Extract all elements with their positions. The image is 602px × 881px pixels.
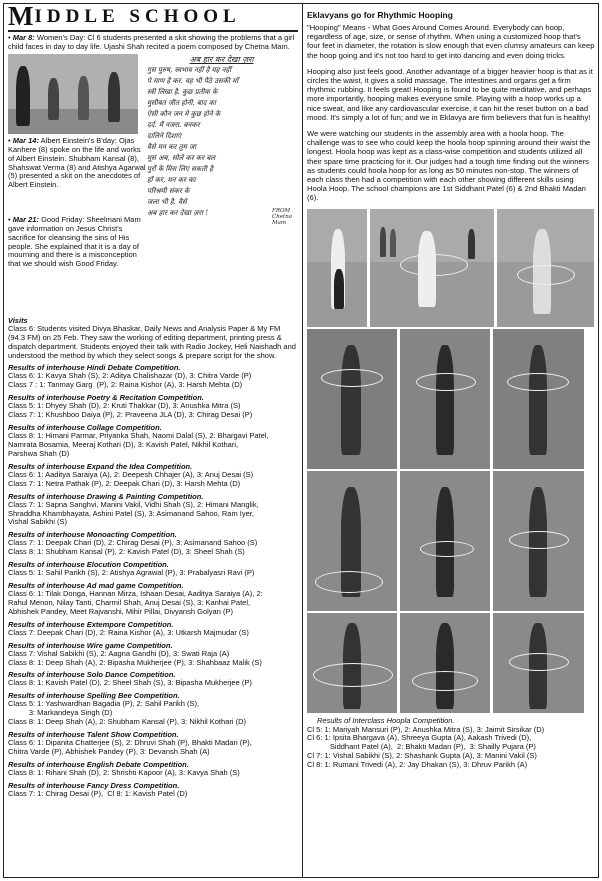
poem-line: वैसे मन कर तुम जा: [147, 142, 197, 151]
result-heading: Results of interhouse Spelling Bee Competition.: [8, 691, 180, 701]
poem-line: जला भी है. वैसे: [147, 197, 187, 206]
result-line: Shraddha Khambhayata, Ashini Patel (S), 3: Asimanand Sahoo, Ram Iyer,: [8, 508, 254, 518]
result-line: Class 7: 1: Chirag Desai (P), Cl 8: 1: Kavish Patel (D): [8, 788, 188, 798]
article-paragraph: Hooping also just feels good. Another advantage of a bigger heavier hoop is that as it circles the waist, it gives a solid massage. The intestines and organs get a firm rhythmic rubbing. It feels great! Hooping is found to be quite meditative, and perhaps more importantly, hooping makes everyone smile. Playing with a hoop works up a nice sweat, and like any cardiovascular exercise, it can hit the reset button on a bad mood. It's simply a lot of fun; and we in Eklavya are firm believers that fun is healthy!: [307, 66, 593, 122]
result-heading: Results of interhouse Talent Show Competition.: [8, 730, 179, 740]
hoop-photo: [497, 209, 594, 327]
result-line: Class 7: Deepak Chari (D), 2: Raina Kishor (A), 3: Utkarsh Majmudar (S): [8, 627, 249, 637]
hoopla-result-line: Siddhant Patel (A), 2: Bhakti Madan (P), 3: Shailly Pujara (P): [307, 742, 536, 752]
result-heading: Results of interhouse Wire game Competition.: [8, 640, 173, 650]
result-line: Vishal Sabikhi (S): [8, 517, 68, 527]
result-heading: Results of interhouse Expand the Idea Competition.: [8, 461, 193, 471]
hoopla-results-title: Results of Interclass Hoopla Competition.: [317, 715, 455, 725]
result-line: Class 6: 1: Kavya Shah (S), 2: Aditya Chalishazar (D), 3: Chitra Varde (P): [8, 371, 252, 381]
result-line: Class 8: 1: Deep Shah (A), 2: Shubham Kansal (P), 3: Nikhil Kothari (D): [8, 717, 247, 727]
poem-line: ऐसी कौन जन मे कुछ होने के: [147, 109, 221, 118]
result-line: Namrata Bosamia, Meeraj Kothari (D), 3: Kavish Patel, Nikhil Kothari,: [8, 439, 239, 449]
section-header: [8, 4, 298, 32]
poem-line: मुसीबत जीत होनी. बाद का: [147, 98, 216, 107]
hoop-photo: [493, 471, 584, 611]
poem-line: अब हार कर देखा ज़रा !: [147, 208, 209, 217]
hoop-photo: [370, 209, 494, 327]
left-column: [8, 4, 298, 877]
result-line: Class 8: 1: Shubham Kansal (P), 2: Kavish Patel (D), 3: Sheel Shah (S): [8, 547, 245, 557]
poem-signature: FROM Chetna Mam: [272, 207, 293, 226]
hoop-photo-grid: [307, 209, 595, 713]
result-line: Class 5: 1: Yashwardhan Bagadia (P), 2: Sahil Parikh (S),: [8, 699, 200, 709]
visits-text: Class 6: Students visited Divya Bhaskar, Daily News and Analysis Paper & My FM (94.3 FM) on 25 Feb. They saw the working of editing department, printing press & dispatch department. Students enjoyed their talk with Radio Jockey, Heli Naishadh and understood the method by which they select songs & prepare script for the show.: [8, 323, 296, 360]
result-line: Class 8: 1: Rihani Shah (D), 2: Shrishti Kapoor (A), 3: Kavya Shah (S): [8, 767, 240, 777]
results-list: [8, 363, 298, 798]
poem-line: पे माण है कर. वह भी पैठे उसकी माँ: [147, 76, 239, 85]
result-line: Class 6: 1: Tilak Donga, Hannan Mirza, Ishaan Desai, Aaditya Saraiya (A), 2:: [8, 589, 263, 599]
poem-line: परिश्रमी संकर के: [147, 186, 190, 195]
result-line: Class 8: 1: Deep Shah (A), 2: Bipasha Mukherjee (P), 3: Shahbaaz Malik (S): [8, 657, 262, 667]
result-line: Class 8: 1: Kavish Patel (D), 2: Sheel Shah (S), 3: Bipasha Mukherjee (P): [8, 678, 252, 688]
hoop-photo: [307, 471, 397, 611]
hoop-photo: [307, 209, 367, 327]
hoop-photo: [400, 613, 490, 713]
mar21-item: • Mar 21: Good Friday: Sheelmani Mam gave information on Jesus Christ's sacrifice for cleansing the sins of His people. She explained that it is a day of mourning and there is a misconception that we should wish Good Friday.: [8, 214, 141, 269]
poem-line: दर्द. मैं नजरा. बनकर: [147, 120, 200, 129]
skit-photo: [8, 54, 138, 134]
result-line: 3: Markandeya Singh (D): [8, 708, 113, 718]
poem-line: गुस पुरुष, स्वभाव नहीं है यह नहीं: [147, 65, 232, 74]
result-line: Class 6: 1: Aaditya Saraiya (A), 2: Deepesh Chhajer (A), 3: Anuj Desai (S): [8, 469, 254, 479]
result-line: Class 7 : 1: Tanmay Garg (P), 2: Raina Kishor (A), 3: Harsh Mehta (D): [8, 380, 243, 390]
result-line: Class 6: 1: Dipanita Chatterjee (S), 2: Dhruvi Shah (P), Bhakti Madan (P),: [8, 738, 252, 748]
result-heading: Results of interhouse Monoacting Competition.: [8, 530, 177, 540]
poem-line: पुरों के मिस लिए सकती है: [147, 164, 213, 173]
mar14-item: • Mar 14: Albert Einstein's B'day: Ojas Kanhere (8) spoke on the life and works of Albert Einstein. Shubham Kansal (8), Shahswat Verma (8) and Atishya Agarwal (5) presented a skit on the anecdotes of Albert Einstein.: [8, 135, 146, 190]
header-initial: M: [8, 4, 34, 31]
visits-heading: Visits: [8, 315, 28, 325]
hoop-photo: [493, 613, 584, 713]
newsletter-page: [3, 3, 599, 878]
poem-title: अब हार कर देखा ज़रा: [189, 54, 254, 64]
hoop-photo: [307, 329, 397, 469]
poem-line: हाँ कर, मन कर का: [147, 175, 196, 184]
result-line: Class 5: 1: Sahil Parikh (S), 2: Atishya Agrawal (P), 3: Prabalyasri Ravi (P): [8, 568, 255, 578]
result-heading: Results of interhouse Ad mad game Competition.: [8, 581, 184, 591]
column-divider: [302, 4, 303, 877]
result-line: Parshwa Shah (D): [8, 448, 70, 458]
result-line: Class 7: Vishal Sabikhi (S), 2: Aagna Gandhi (D), 3: Swati Raja (A): [8, 648, 230, 658]
hoopla-result-line: Cl 6: 1: Ipsita Bhargava (A), Shreeya Gupta (A), Aakash Trivedi (D),: [307, 733, 532, 743]
mar8-item: • Mar 8: Women's Day: Cl 6 students presented a skit showing the problems that a girl child faces in day to day life. Ujashi Shah recited a poem composed by Chetna Mam.: [8, 33, 295, 51]
result-heading: Results of interhouse Drawing & Painting Competition.: [8, 491, 204, 501]
result-line: Abhishek Pandey, Meet Rajvanshi, Mihir Pillai, Divyansh Golyan (P): [8, 606, 233, 616]
poem-line: दालिने दिशाएं: [147, 131, 182, 140]
hoop-photo: [400, 329, 490, 469]
article-title: Eklavyans go for Rhythmic Hooping: [307, 10, 453, 20]
poem-line: स्त्री लिखा है. कुछ प्रतीक के: [147, 87, 218, 96]
result-line: Rahul Menon, Nilay Tanti, Charmil Shah, Anuj Desai (S), 3: Kanhai Patel,: [8, 597, 251, 607]
article-paragraph: We were watching our students in the assembly area with a hoola hoop. The challenge was to see who could keep the hoola hoop spinning around their waist the longest. Hoola hoop was kept as a class-wise competition and students utilized all their spare time practicing for it. Our judges had a tough time finding out the winners as students could hoola hoop for as long as 50 minutes non-stop. The winners of each class then had a competition with each other showing different skills using Hoola Hoop. The school champions are 1st Siddhant Patel (6) & 2nd Bhakti Madan (6).: [307, 129, 591, 203]
hoop-photo: [307, 613, 397, 713]
hoopla-result-line: Cl 7: 1: Vishal Sabikhi (S), 2: Shashank Gupta (A), 3: Manini Vakil (S): [307, 751, 537, 761]
result-line: Class 7: 1: Deepak Chari (D), 2: Chirag Desai (P), 3: Asimanand Sahoo (S): [8, 538, 258, 548]
result-heading: Results of interhouse Poetry & Recitation Competition.: [8, 393, 204, 403]
result-line: Chitra Varde (P), Abhishek Pandey (P), 3: Devansh Shah (A): [8, 747, 210, 756]
hoopla-result-line: Cl 5: 1: Mariyah Mansuri (P), 2: Anushka Mitra (S), 3: Jaimit Sirsikar (D): [307, 724, 545, 734]
header-title: IDDLE SCHOOL: [34, 6, 241, 27]
result-heading: Results of interhouse Collage Competition.: [8, 423, 162, 433]
result-line: Class 7: 1: Sapna Sanghvi, Manini Vakil, Vidhi Shah (S), 2: Himani Manglik,: [8, 499, 259, 509]
result-heading: Results of interhouse Elocution Competition.: [8, 560, 169, 570]
result-heading: Results of interhouse Fancy Dress Competition.: [8, 780, 180, 790]
result-line: Class 8: 1: Himani Parmar, Priyanka Shah, Naomi Dalal (S), 2: Bhargavi Patel,: [8, 431, 269, 441]
result-line: Class 7: 1: Netra Pathak (P), 2: Deepak Chari (D), 3: Harsh Mehta (D): [8, 478, 241, 488]
result-heading: Results of interhouse English Debate Competition.: [8, 759, 189, 769]
right-column: [307, 4, 595, 877]
article-paragraph: "Hooping" Means - What Goes Around Comes Around. Everybody can hoop, regardless of age, size, or sense of rhythm. When using a customized hoop that's four feet in diameter, the rotation is slow enough that even clumsy amateurs can keep the hoop going and it's not too hard to get into dancing and even doing tricks.: [307, 23, 595, 60]
result-line: Class 5: 1: Dhyey Shah (D), 2: Kruti Thakkar (D), 3: Anushka Mitra (S): [8, 401, 241, 411]
hoop-photo: [400, 471, 490, 611]
hoop-photo: [493, 329, 584, 469]
handwritten-poem: [141, 52, 298, 314]
result-heading: Results of interhouse Extempore Competition.: [8, 619, 174, 629]
hoopla-result-line: Cl 8: 1: Rumani Trivedi (A), 2: Jay Dhakan (S), 3: Dhruv Parikh (A): [307, 760, 528, 770]
poem-line: मूस अब, सोले कर कर बल: [147, 153, 216, 162]
hoopla-results: [307, 717, 595, 770]
mar-events-block: [8, 54, 298, 316]
result-heading: Results of interhouse Solo Dance Competition.: [8, 670, 176, 680]
result-line: Class 7: 1: Khushboo Daiya (P), 2: Praveena JLA (D), 3: Chirag Desai (P): [8, 410, 253, 420]
result-heading: Results of interhouse Hindi Debate Competition.: [8, 363, 181, 373]
